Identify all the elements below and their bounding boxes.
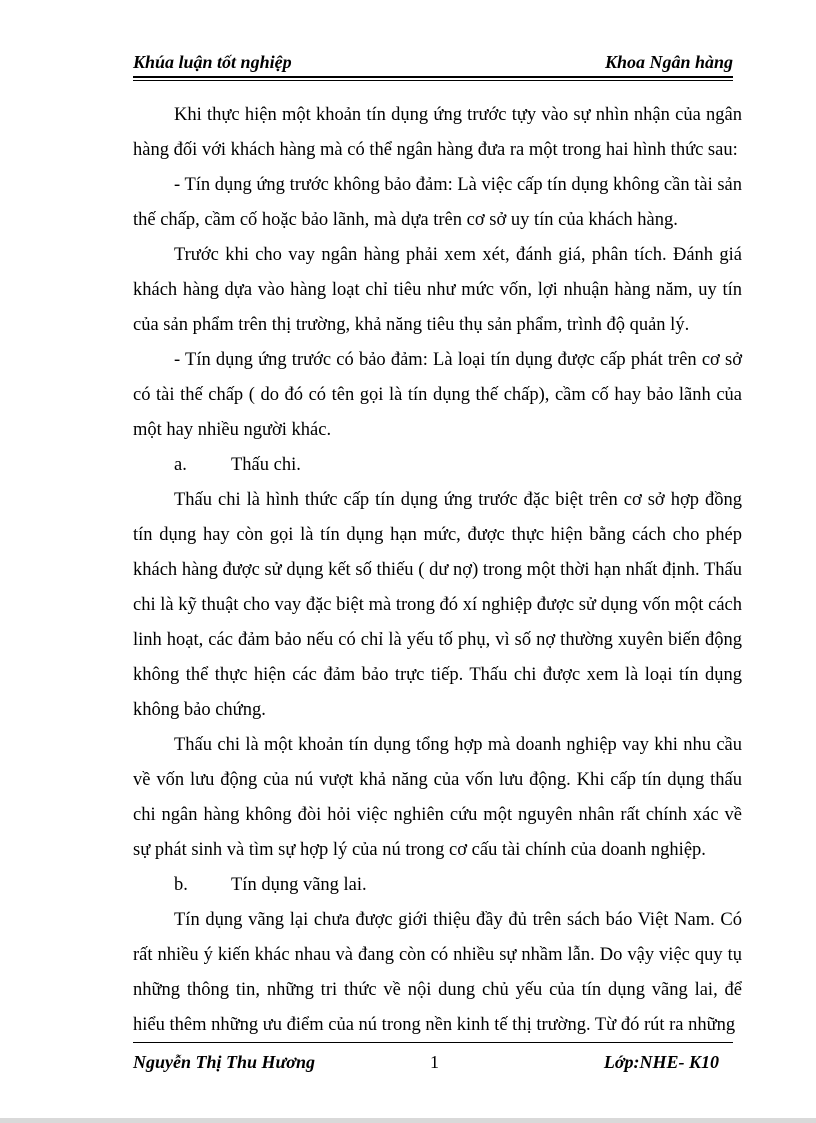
page-number: 1 xyxy=(430,1052,439,1072)
section-number: b. xyxy=(174,875,188,895)
header-thesis-title: Khúa luận tốt nghiệp xyxy=(133,52,292,72)
section-heading-a xyxy=(133,448,742,483)
footer-author: Nguyễn Thị Thu Hương xyxy=(133,1052,315,1072)
header-rule-thin xyxy=(133,80,733,81)
footer-class: Lớp:NHE- K10 xyxy=(603,1052,719,1072)
section-title: Thấu chi. xyxy=(231,455,301,475)
header-faculty: Khoa Ngân hàng xyxy=(604,52,733,72)
body-paragraph: Thấu chi là hình thức cấp tín dụng ứng trước đặc biệt trên cơ sở hợp đồng tín dụng hay còn gọi là tín dụng hạn mức, được thực hiện bằng cách cho phép khách hàng được sử dụng kết số thiếu ( dư nợ) trong một thời hạn nhất định. Thấu chi là kỹ thuật cho vay đặc biệt mà trong đó xí nghiệp được sử dụng vốn một cách linh hoạt, các đảm bảo nếu có chỉ là yếu tố phụ, vì số nợ thường xuyên biến động không thể thực hiện các đảm bảo trực tiếp. Thấu chi được xem là loại tín dụng không bảo chứng. xyxy=(133,490,742,720)
document-body xyxy=(133,98,742,1043)
viewer-bottom-edge xyxy=(0,1118,816,1123)
body-paragraph: - Tín dụng ứng trước không bảo đảm: Là việc cấp tín dụng không cần tài sản thế chấp, cầm cố hoặc bảo lãnh, mà dựa trên cơ sở uy tín của khách hàng. xyxy=(133,175,742,230)
body-paragraph: - Tín dụng ứng trước có bảo đảm: Là loại tín dụng được cấp phát trên cơ sở có tài thế chấp ( do đó có tên gọi là tín dụng thế chấp), cầm cố hay bảo lãnh của một hay nhiều người khác. xyxy=(133,350,742,440)
body-paragraph: Khi thực hiện một khoản tín dụng ứng trước tựy vào sự nhìn nhận của ngân hàng đối với khách hàng mà có thể ngân hàng đưa ra một trong hai hình thức sau: xyxy=(133,105,742,160)
section-number: a. xyxy=(174,455,187,475)
body-paragraph: Tín dụng vãng lại chưa được giới thiệu đầy đủ trên sách báo Việt Nam. Có rất nhiều ý kiến khác nhau và đang còn có nhiều sự nhầm lẫn. Do vậy việc quy tụ những thông tin, những tri thức về nội dung chủ yếu của tín dụng vãng lai, để hiểu thêm những ưu điểm của nú trong nền kinh tế thị trường. Từ đó rút ra những xyxy=(133,910,742,1035)
page-footer xyxy=(133,1050,733,1076)
body-paragraph: Thấu chi là một khoản tín dụng tổng hợp mà doanh nghiệp vay khi nhu cầu về vốn lưu động của nú vượt khả năng của vốn lưu động. Khi cấp tín dụng thấu chi ngân hàng không đòi hỏi việc nghiên cứu một nguyên nhân rất chính xác về sự phát sinh và tìm sự hợp lý của nú trong cơ cấu tài chính của doanh nghiệp. xyxy=(133,735,742,860)
section-heading-b xyxy=(133,868,742,903)
section-title: Tín dụng vãng lai. xyxy=(231,875,367,895)
body-paragraph: Trước khi cho vay ngân hàng phải xem xét, đánh giá, phân tích. Đánh giá khách hàng dựa vào hàng loạt chỉ tiêu như mức vốn, lợi nhuận hàng năm, uy tín của sản phẩm trên thị trường, khả năng tiêu thụ sản phẩm, trình độ quản lý. xyxy=(133,245,742,335)
header-rule-thick xyxy=(133,76,733,78)
footer-rule xyxy=(133,1042,733,1043)
page-header xyxy=(133,50,733,76)
